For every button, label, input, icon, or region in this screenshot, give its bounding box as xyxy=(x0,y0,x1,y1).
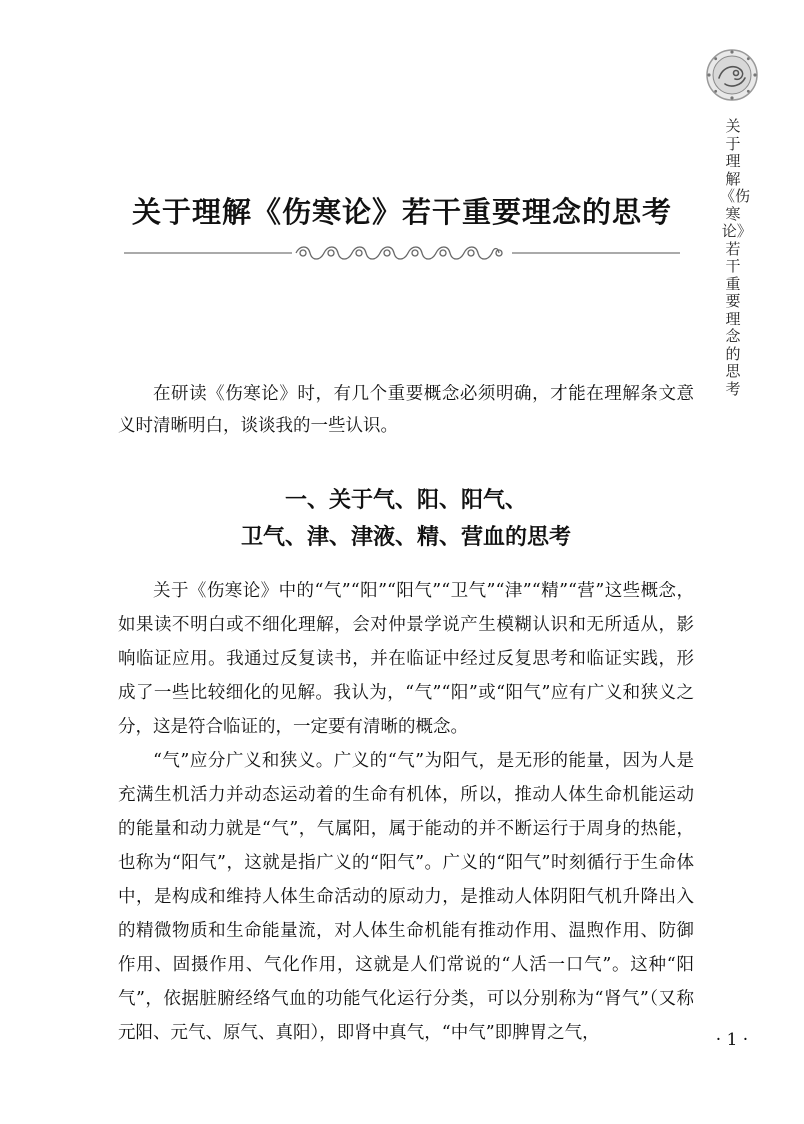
body-paragraph: “气”应分广义和狭义。广义的“气”为阳气，是无形的能量，因为人是充满生机活力并动态运动着的生命有机体，所以，推动人体生命机能运动的能量和动力就是“气”，气属阳，属于能动的并不断运行于周身的热能，也称为“阳气”，这就是指广义的“阳气”。广义的“阳气”时刻循行于生命体中，是构成和维持人体生命活动的原动力，是推动人体阴阳气机升降出入的精微物质和生命能量流，对人体生命机能有推动作用、温煦作用、防御作用、固摄作用、气化作用，这就是人们常说的“人活一口气”。这种“阳气”，依据脏腑经络气血的功能气化运行分类，可以分别称为“肾气”（又称元阳、元气、原气、真阳），即肾中真气，“中气”即脾胃之气， xyxy=(118,751,694,1043)
section-heading xyxy=(118,482,694,556)
body-paragraph: 关于《伤寒论》中的“气”“阳”“阳气”“卫气”“津”“精”“营”这些概念，如果读不明白或不细化理解，会对仲景学说产生模糊认识和无所适从，影响临证应用。我通过反复读书，并在临证中经过反复思考和临证实践，形成了一些比较细化的见解。我认为，“气”“阳”或“阳气”应有广义和狭义之分，这是符合临证的，一定要有清晰的概念。 xyxy=(118,581,694,737)
section-heading-line-2: 卫气、津、津液、精、营血的思考 xyxy=(240,525,571,550)
ornamental-dragon-medallion-icon xyxy=(705,48,759,102)
scroll-divider-icon xyxy=(124,240,680,266)
intro-paragraph: 在研读《伤寒论》时，有几个重要概念必须明确，才能在理解条文意义时清晰明白，谈谈我的一些认识。 xyxy=(118,384,694,436)
chapter-title: 关于理解《伤寒论》若干重要理念的思考 xyxy=(131,195,672,229)
running-header-vertical-title: 关于理解《伤寒论》若干重要理念的思考 xyxy=(720,117,751,398)
section-body xyxy=(118,574,694,1050)
page-number: · 1 · xyxy=(715,1030,749,1050)
section-heading-line-1: 一、关于气、阳、阳气、 xyxy=(284,488,527,513)
